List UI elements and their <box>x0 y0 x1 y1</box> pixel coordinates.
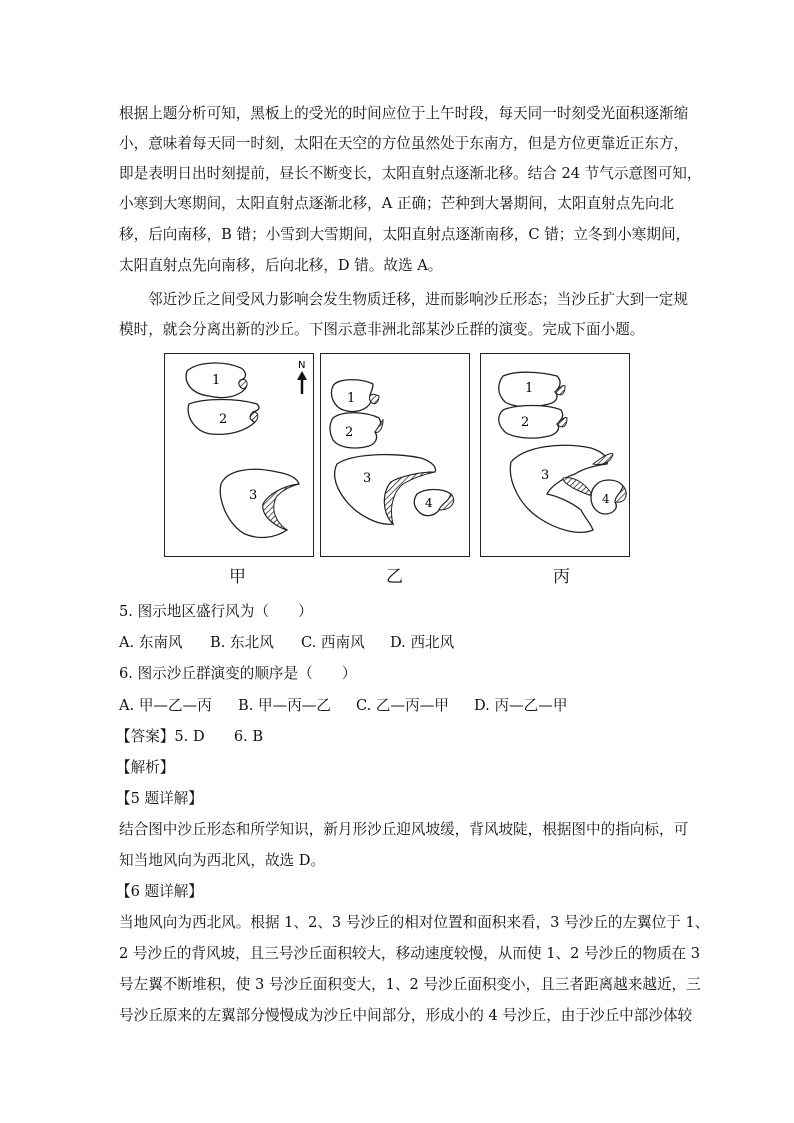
paragraph-line: 知当地风向为西北风，故选 D。 <box>119 852 326 869</box>
dune-label: 3 <box>249 488 258 503</box>
paragraph-line: 号沙丘原来的左翼部分慢慢成为沙丘中间部分，形成小的 4 号沙丘，由于沙丘中部沙体较 <box>119 1007 693 1024</box>
option-a: A. 东南风 <box>119 634 183 651</box>
north-label: N <box>298 360 306 371</box>
option-c: C. 西南风 <box>301 634 365 651</box>
panel-label: 甲 <box>229 567 246 587</box>
paragraph-line: 模时，就会分离出新的沙丘。下图示意非洲北部某沙丘群的演变。完成下面小题。 <box>119 321 645 338</box>
paragraph-line: 小，意味着每天同一时刻，太阳在天空的方位虽然处于东南方，但是方位更靠近正东方， <box>119 135 689 152</box>
panel-label: 乙 <box>386 567 403 587</box>
paragraph-line: 即是表明日出时刻提前，昼长不断变长，太阳直射点逐渐北移。结合 24 节气示意图可知， <box>119 165 702 182</box>
north-arrow-icon <box>297 371 307 394</box>
question-6-options <box>119 696 567 716</box>
q6-detail-heading: 【6 题详解】 <box>116 883 203 900</box>
paragraph-line: 号左翼不断堆积，使 3 号沙丘面积变大，1、2 号沙丘面积变小，且三者距离越来越近，三 <box>119 976 701 993</box>
question-6-stem: 6. 图示沙丘群演变的顺序是（ ） <box>119 665 357 682</box>
option-c: C. 乙—丙—甲 <box>356 697 449 714</box>
dune-label: 2 <box>521 415 530 430</box>
q5-detail-heading: 【5 题详解】 <box>116 790 203 807</box>
dune-label: 2 <box>219 412 228 427</box>
option-b: B. 甲—丙—乙 <box>238 697 331 714</box>
paragraph-line: 当地风向为西北风。根据 1、2、3 号沙丘的相对位置和面积来看，3 号沙丘的左翼位于 1、 <box>119 914 710 931</box>
dune-label: 1 <box>525 381 534 396</box>
dune-label: 4 <box>425 496 433 510</box>
dune-label: 1 <box>212 373 221 388</box>
dune-map-yi <box>321 354 471 558</box>
paragraph-line: 结合图中沙丘形态和所学知识，新月形沙丘迎风坡缓，背风坡陡，根据图中的指向标，可 <box>119 821 689 838</box>
dune-map-jia <box>165 354 315 558</box>
question-5-stem: 5. 图示地区盛行风为（ ） <box>119 603 313 620</box>
dune-panel-yi <box>320 353 470 557</box>
option-d: D. 丙—乙—甲 <box>474 697 568 714</box>
option-b: B. 东北风 <box>210 634 274 651</box>
dune-label: 4 <box>602 492 610 506</box>
paragraph-line: 移，后向南移，B 错；小雪到大雪期间，太阳直射点逐渐南移，C 错；立冬到小寒期间， <box>119 226 691 243</box>
dune-panel-bing <box>480 353 630 557</box>
dune-label: 3 <box>363 471 372 486</box>
question-5-options <box>119 633 454 653</box>
option-d: D. 西北风 <box>390 634 455 651</box>
paragraph-line: 太阳直射点先向南移，后向北移，D 错。故选 A。 <box>119 257 443 274</box>
option-a: A. 甲—乙—丙 <box>119 697 212 714</box>
dune-panel-jia <box>164 353 314 557</box>
dune-label: 1 <box>347 391 356 406</box>
paragraph-line: 根据上题分析可知，黑板上的受光的时间应位于上午时段，每天同一时刻受光面积逐渐缩 <box>119 105 689 122</box>
paragraph-line: 邻近沙丘之间受风力影响会发生物质迁移，进而影响沙丘形态；当沙丘扩大到一定规 <box>148 291 688 308</box>
dune-map-bing <box>481 354 631 558</box>
analysis-heading: 【解析】 <box>116 759 175 776</box>
panel-label: 丙 <box>553 567 570 587</box>
answer-line: 【答案】5. D 6. B <box>116 728 264 745</box>
dune-label: 2 <box>345 425 354 440</box>
paragraph-line: 小寒到大寒期间，太阳直射点逐渐北移，A 正确；芒种到大暑期间，太阳直射点先向北 <box>119 195 675 212</box>
dune-label: 3 <box>541 468 550 483</box>
paragraph-line: 2 号沙丘的背风坡，且三号沙丘面积较大，移动速度较慢，从而使 1、2 号沙丘的物质在 3 <box>119 945 701 962</box>
